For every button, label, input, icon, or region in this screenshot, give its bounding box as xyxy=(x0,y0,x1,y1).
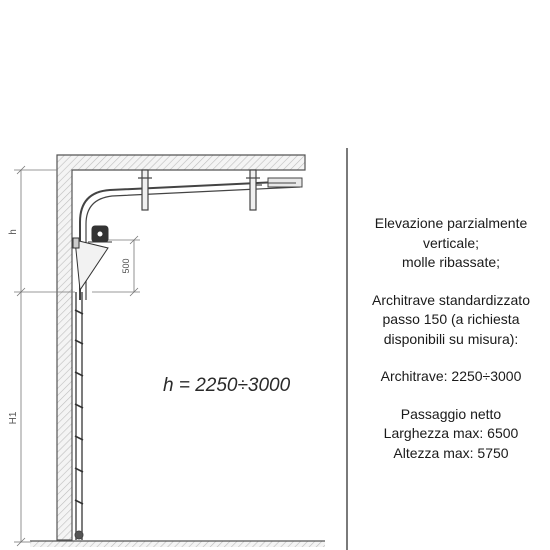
description-line: Passaggio netto xyxy=(400,405,502,422)
height-formula: h = 2250÷3000 xyxy=(163,375,291,396)
description-line: Altezza max: 5750 xyxy=(393,444,509,461)
dim-label-500: 500 xyxy=(121,258,131,274)
description-line: disponibili su misura): xyxy=(383,330,519,347)
door-panel xyxy=(75,292,83,540)
description-line: verticale; xyxy=(422,234,480,251)
description-line: Architrave: 2250÷3000 xyxy=(380,368,522,384)
dim-label-h1: H1 xyxy=(8,411,19,425)
wall-structure xyxy=(57,155,305,540)
description-panel xyxy=(352,214,550,463)
spacer xyxy=(352,387,550,405)
horizontal-track xyxy=(80,178,302,300)
floor-line xyxy=(30,541,325,547)
spring-assembly xyxy=(73,226,112,290)
spacer xyxy=(352,349,550,367)
description-line: passo 150 (a richiesta xyxy=(382,311,520,327)
description-line: Elevazione parzialmente xyxy=(374,215,528,231)
description-line: Larghezza max: 6500 xyxy=(383,425,519,441)
spacer xyxy=(352,273,550,291)
dimension-lines xyxy=(14,166,140,546)
dim-label-h: h xyxy=(8,229,19,235)
description-line: Architrave standardizzato xyxy=(372,291,530,308)
description-line: molle ribassate; xyxy=(401,254,501,270)
